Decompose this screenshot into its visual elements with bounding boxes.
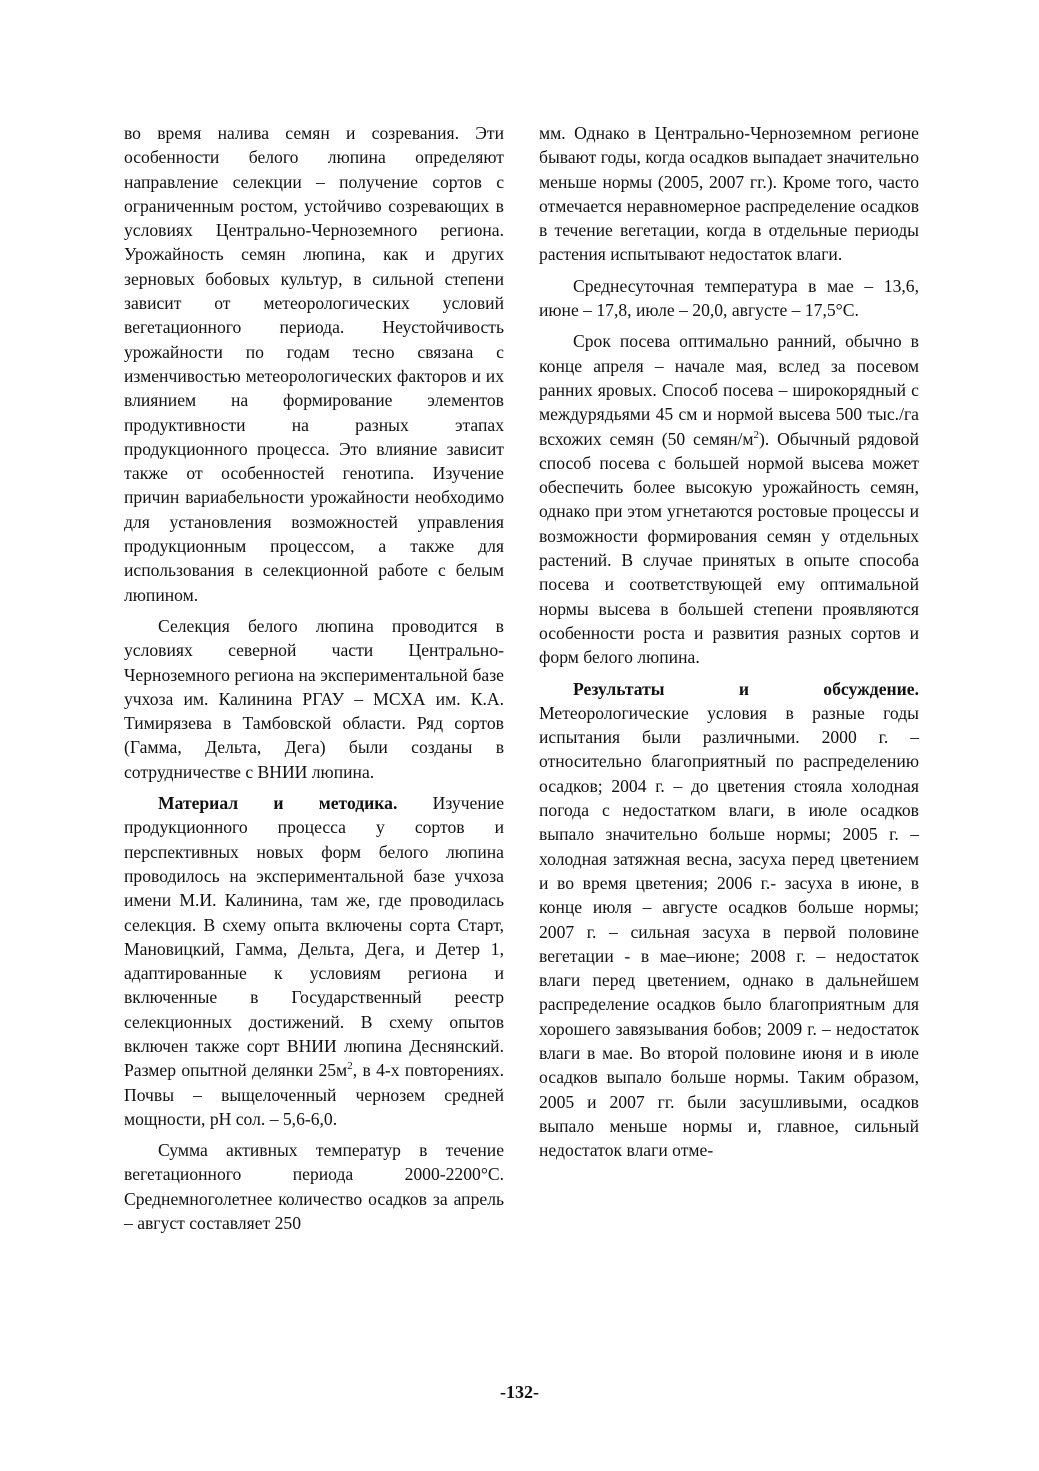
superscript-squared: 2	[347, 1060, 353, 1073]
paragraph-sowing	[539, 329, 919, 669]
paragraph-materials-methods	[124, 791, 504, 1131]
paragraph-daily-temperature: Среднесуточная температура в мае – 13,6, июне – 17,8, июле – 20,0, августе – 17,5°С.	[539, 275, 919, 321]
results-text: Метеорологические условия в разные годы испытания были различными. 2000 г. – относительно благоприятный по распределению осадков; 2004 г. – до цветения стояла холодная погода с недостатком влаги, в июле осадков выпало значительно больше нормы; 2005 г. – холодная затяжная весна, засуха перед цветением и во время цветения; 2006 г.- засуха в июне, в конце июля – августе осадков больше нормы; 2007 г. – сильная засуха в первой половине вегетации - в мае–июне; 2008 г. – недостаток влаги перед цветением, однако в дальнейшем распределение осадков было благоприятным для хорошего завязывания бобов; 2009 г. – недостаток влаги в мае. Во второй половине июня и в июле осадков выпало больше нормы. Таким образом, 2005 и 2007 гг. были засушливыми, осадков выпало меньше нормы и, главное, сильный недостаток влаги отме-	[539, 702, 919, 1161]
section-heading-results-discussion: Результаты и обсуждение.	[573, 678, 919, 699]
paragraph-results-discussion	[539, 677, 919, 1163]
materials-text-part-1: Изучение продукционного процесса у сортов и перспективных новых форм белого люпина проводилось на экспериментальной базе учхоза имени М.И. Калинина, там же, где проводилась селекция. В схему опыта включены сорта Старт, Мановицкий, Гамма, Дельта, Дега, и Детер 1, адаптированные к условиям региона и включенные в Государственный реестр селекционных достижений. В схему опытов включен также сорт ВНИИ люпина Деснянский. Размер опытной делянки 25м	[124, 793, 504, 1081]
right-text-column	[539, 121, 919, 1169]
paragraph-precipitation: мм. Однако в Центрально-Черноземном регионе бывают годы, когда осадков выпадает значительно меньше нормы (2005, 2007 гг.). Кроме того, часто отмечается неравномерное распределение осадков в течение вегетации, когда в отдельные периоды растения испытывают недостаток влаги.	[539, 123, 919, 265]
page-number: -132-	[500, 1382, 539, 1402]
left-text-column	[124, 121, 504, 1242]
paragraph-active-temperatures: Сумма активных температур в течение вегетационного периода 2000-2200°С. Среднемноголетнее количество осадков за апрель – август составляет 250	[124, 1140, 504, 1234]
paragraph-continued-intro: во время налива семян и созревания. Эти особенности белого люпина определяют направление селекции – получение сортов с ограниченным ростом, устойчиво созревающих в условиях Центрально-Черноземного региона. Урожайность семян люпина, как и других зерновых бобовых культур, в сильной степени зависит от метеорологических условий вегетационного периода. Неустойчивость урожайности по годам тесно связана с изменчивостью метеорологических факторов и их влиянием на формирование элементов продуктивности на разных этапах продукционного процесса. Это влияние зависит также от особенностей генотипа. Изучение причин вариабельности урожайности необходимо для установления возможностей управления продукционным процессом, а также для использования в селекционной работе с белым люпином.	[124, 123, 504, 605]
sowing-text-part-2: ). Обычный рядовой способ посева с большей нормой высева может обеспечить более высокую урожайность семян, однако при этом угнетаются ростовые процессы и возможности формирования семян у отдельных растений. В случае принятых в опыте способа посева и соответствующей ему оптимальной нормы высева в большей степени проявляются особенности роста и развития разных сортов и форм белого люпина.	[539, 428, 919, 668]
superscript-squared: 2	[753, 428, 760, 441]
materials-text-part-2: , в 4-х повторениях. Почвы – выщелоченный чернозем средней мощности, pH сол. – 5,6-6,0.	[124, 1060, 504, 1129]
sowing-text-part-1: Срок посева оптимально ранний, обычно в конце апреля – начале мая, вслед за посевом ранних яровых. Способ посева – широкорядный с междурядьями 45 см и нормой высева 500 тыс./га всхожих семян (50 семян/м	[539, 331, 919, 449]
paragraph-selection: Селекция белого люпина проводится в условиях северной части Центрально-Черноземного региона на экспериментальной базе учхоза им. Калинина РГАУ – МСХА им. К.А. Тимирязева в Тамбовской области. Ряд сортов (Гамма, Дельта, Дега) были созданы в сотрудничестве с ВНИИ люпина.	[124, 615, 504, 782]
section-heading-materials-methods: Материал и методика.	[158, 793, 398, 814]
